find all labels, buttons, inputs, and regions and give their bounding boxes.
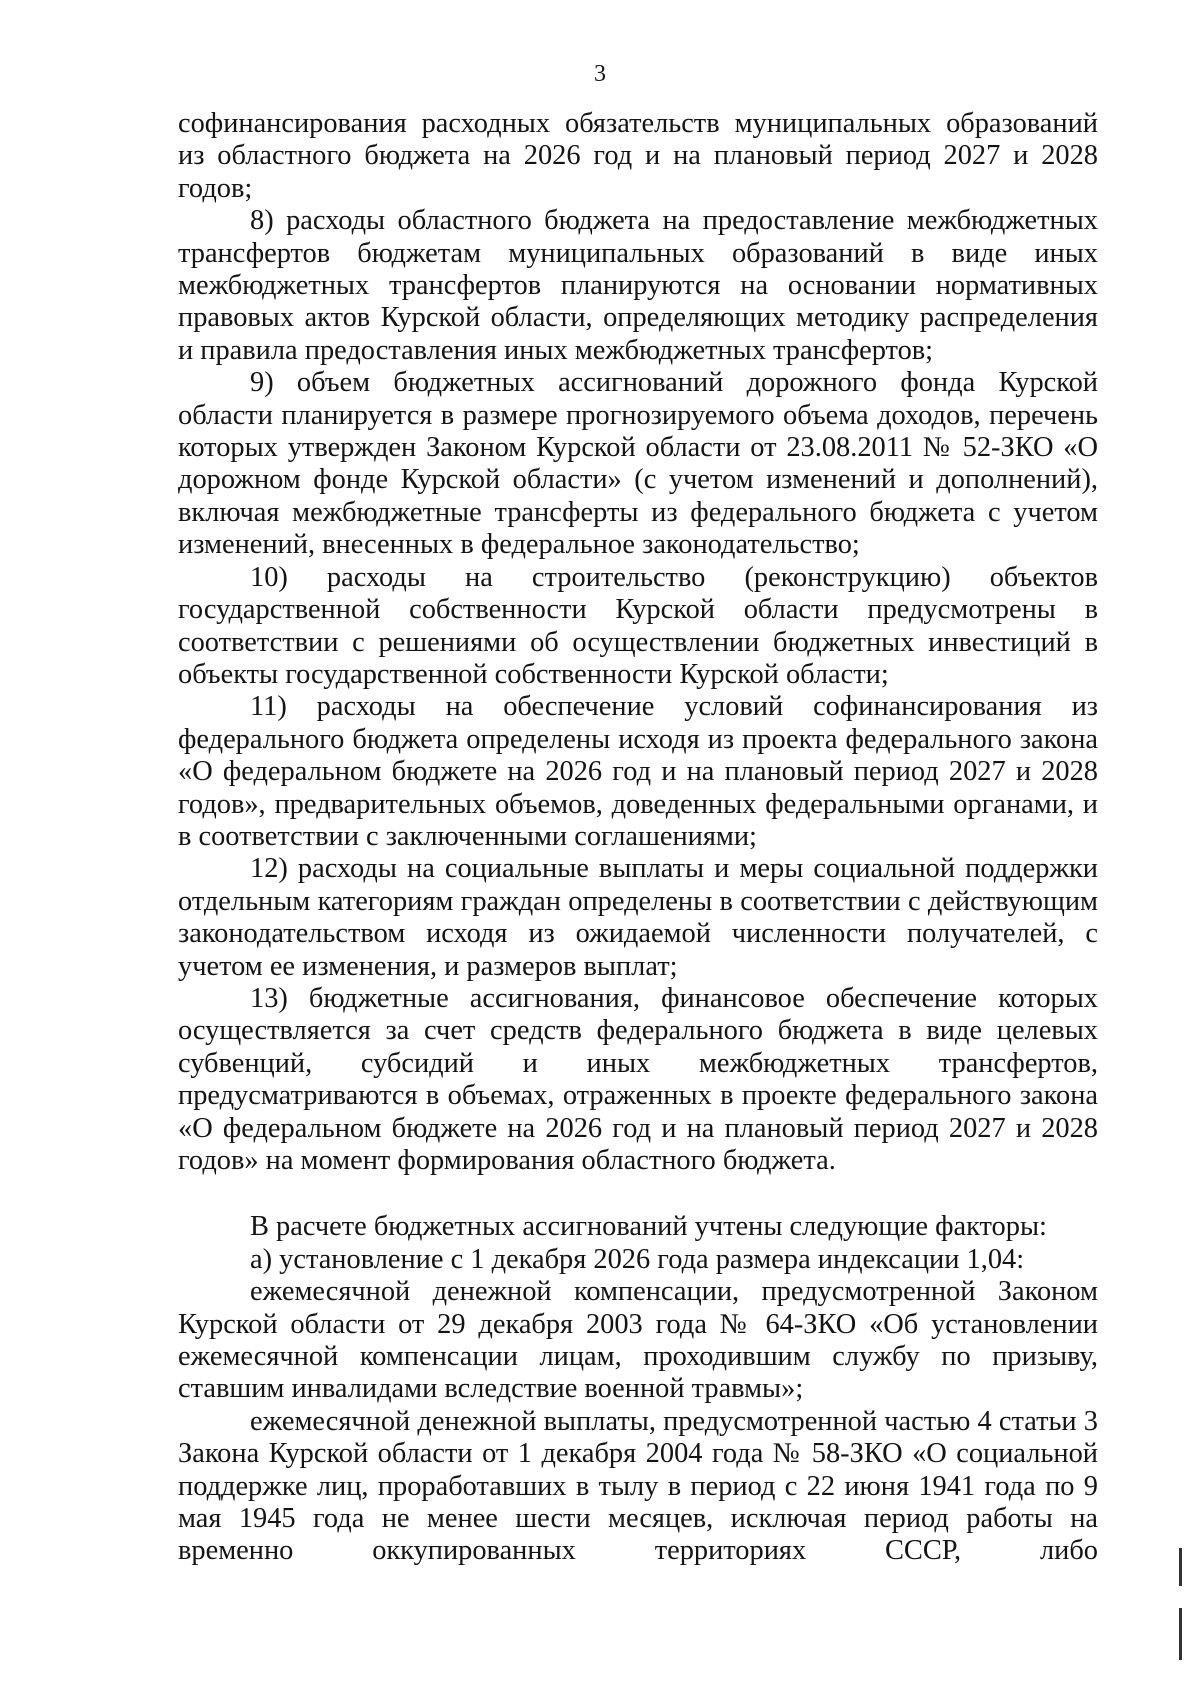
section-gap [178,1177,1098,1211]
page-number: 3 [594,61,606,87]
paragraph-continuation: софинансирования расходных обязательств муниципальных образований из областного бюджета на 2026 год и на плановый период 2027 и 2028 годов; [178,108,1098,204]
factors-heading: В расчете бюджетных ассигнований учтены следующие факторы: [250,1211,1047,1243]
paragraph-item-9: 9) объем бюджетных ассигнований дорожного фонда Курской области планируется в размере прогнозируемого объема доходов, перечень которых утвержден Законом Курской области от 23.08.2011 № 52-ЗКО «О дорожном фонде Курской области» (с учетом изменений и дополнений), включая межбюджетные трансферты из федерального бюджета с учетом изменений, внесенных в федеральное законодательство; [178,367,1098,561]
factor-payment-paragraph: ежемесячной денежной выплаты, предусмотренной частью 4 статьи 3 Закона Курской области от 1 декабря 2004 года № 58-ЗКО «О социальной поддержке лиц, проработавших в тылу в период с 22 июня 1941 года по 9 мая 1945 года не менее шести месяцев, исключая период работы на временно оккупированных территориях СССР, либо [178,1405,1098,1567]
scan-edge-mark [1179,1608,1182,1660]
factor-compensation-paragraph: ежемесячной денежной компенсации, предусмотренной Законом Курской области от 29 декабря 2003 года № 64-ЗКО «Об установлении ежемесячной компенсации лицам, проходившим службу по призыву, ставшим инвалидами вследствие военной травмы»; [178,1276,1098,1405]
scan-edge-mark [1179,1548,1182,1586]
paragraph-item-11: 11) расходы на обеспечение условий софинансирования из федерального бюджета определены исходя из проекта федерального закона «О федеральном бюджете на 2026 год и на плановый период 2027 и 2028 годов», предварительных объемов, доведенных федеральными органами, и в соответствии с заключенными соглашениями; [178,691,1098,852]
factor-item-a: а) установление с 1 декабря 2026 года размера индексации 1,04: [250,1243,1025,1275]
document-body [178,108,1098,1568]
paragraph-item-8: 8) расходы областного бюджета на предоставление межбюджетных трансфертов бюджетам муниципальных образований в виде иных межбюджетных трансфертов планируются на основании нормативных правовых актов Курской области, определяющих методику распределения и правила предоставления иных межбюджетных трансфертов; [178,205,1098,366]
paragraph-item-13: 13) бюджетные ассигнования, финансовое обеспечение которых осуществляется за счет средств федерального бюджета в виде целевых субвенций, субсидий и иных межбюджетных трансфертов, предусматриваются в объемах, отраженных в проекте федерального закона «О федеральном бюджете на 2026 год и на плановый период 2027 и 2028 годов» на момент формирования областного бюджета. [178,982,1098,1176]
paragraph-item-10: 10) расходы на строительство (реконструкцию) объектов государственной собственности Курской области предусмотрены в соответствии с решениями об осуществлении бюджетных инвестиций в объекты государственной собственности Курской области; [178,561,1098,690]
paragraph-item-12: 12) расходы на социальные выплаты и меры социальной поддержки отдельным категориям граждан определены в соответствии с действующим законодательством исходя из ожидаемой численности получателей, с учетом ее изменения, и размеров выплат; [178,853,1098,982]
